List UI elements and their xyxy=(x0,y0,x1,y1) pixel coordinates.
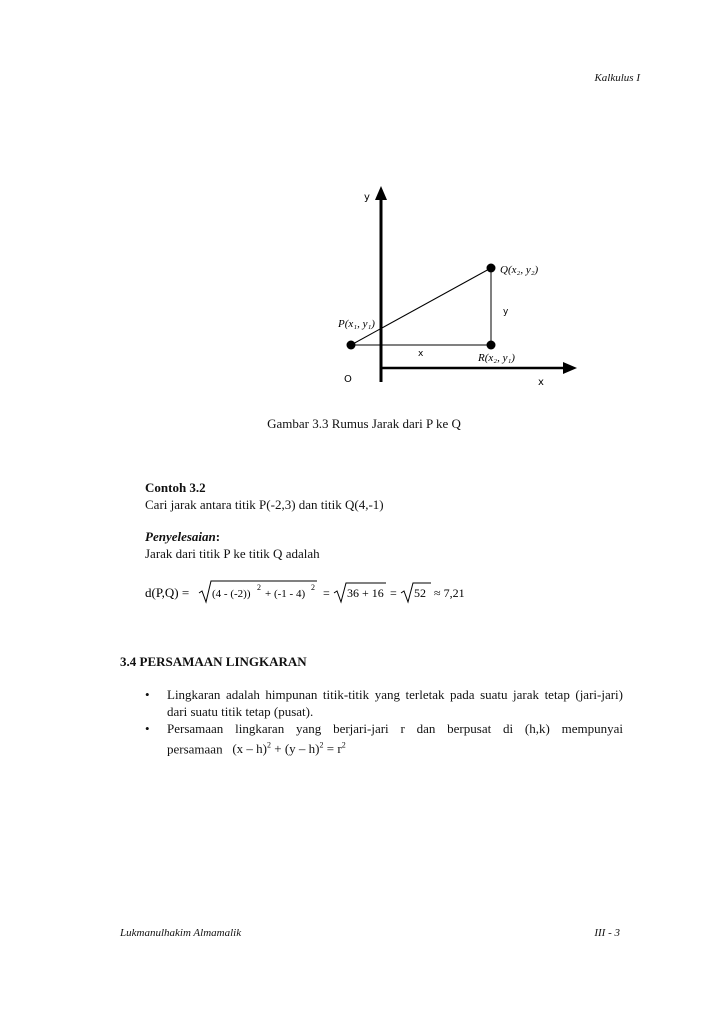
equals-2: = xyxy=(390,586,397,600)
example-block xyxy=(145,479,384,513)
formula-lhs: d(P,Q) = xyxy=(145,585,190,600)
bullet-text: Persamaan lingkaran yang berjari-jari r dan berpusat di (h,k) mempunyai persamaan xyxy=(167,721,623,757)
segment-vertical-label: y xyxy=(503,307,509,317)
example-problem: Cari jarak antara titik P(-2,3) dan titik Q(4,-1) xyxy=(145,497,384,512)
point-P-marker xyxy=(347,341,356,350)
bullet-icon: • xyxy=(145,721,150,736)
point-Q-label: Q(x₂, y₂) xyxy=(500,264,539,276)
x-axis-arrowhead xyxy=(563,362,577,374)
bullet-text: Lingkaran adalah himpunan titik-titik yang terletak pada suatu jarak tetap (jari-jari) dari suatu titik tetap (pusat). xyxy=(167,687,623,719)
axis-y-label: y xyxy=(364,192,370,203)
circle-equation: $(x - h)^2 + (y - h)^2 = r^2$ xyxy=(232,741,346,757)
running-header: Kalkulus I xyxy=(594,72,640,84)
y-axis-arrowhead xyxy=(375,186,387,200)
figure-caption: Gambar 3.3 Rumus Jarak dari P ke Q xyxy=(267,416,461,431)
radicand-1b: + (-1 - 4) xyxy=(265,588,306,600)
point-R-marker xyxy=(487,341,496,350)
segment-horizontal-label: x xyxy=(418,349,424,359)
point-Q-marker xyxy=(487,264,496,273)
footer-page-number: III - 3 xyxy=(594,927,620,939)
distance-diagram xyxy=(0,0,728,400)
footer-author: Lukmanulhakim Almamalik xyxy=(120,927,242,939)
bullet-list xyxy=(145,686,623,757)
equals-1: = xyxy=(323,586,330,600)
radicand-1a: (4 - (-2)) xyxy=(212,588,251,600)
list-item xyxy=(145,720,623,757)
solution-intro: Jarak dari titik P ke titik Q adalah xyxy=(145,546,320,561)
radicand-3: 52 xyxy=(414,586,426,600)
solution-label: Penyelesaian xyxy=(145,529,216,544)
distance-formula xyxy=(145,578,475,606)
example-title: Contoh 3.2 xyxy=(145,480,206,495)
radicand-2: 36 + 16 xyxy=(347,586,384,600)
exponent-1: 2 xyxy=(257,583,261,592)
origin-label: O xyxy=(344,374,352,385)
axis-x-label: x xyxy=(538,377,544,388)
list-item xyxy=(145,686,623,720)
bullet-icon: • xyxy=(145,687,150,702)
exponent-2: 2 xyxy=(311,583,315,592)
point-P-label: P(x₁, y₁) xyxy=(338,318,375,330)
segment-PQ xyxy=(351,268,491,345)
approx-value: ≈ 7,21 xyxy=(434,586,465,600)
solution-block: Penyelesaian: Jarak dari titik P ke titik Q adalah xyxy=(145,529,320,561)
section-heading: 3.4 PERSAMAAN LINGKARAN xyxy=(120,654,307,669)
point-R-label: R(x₂, y₁) xyxy=(478,352,515,364)
